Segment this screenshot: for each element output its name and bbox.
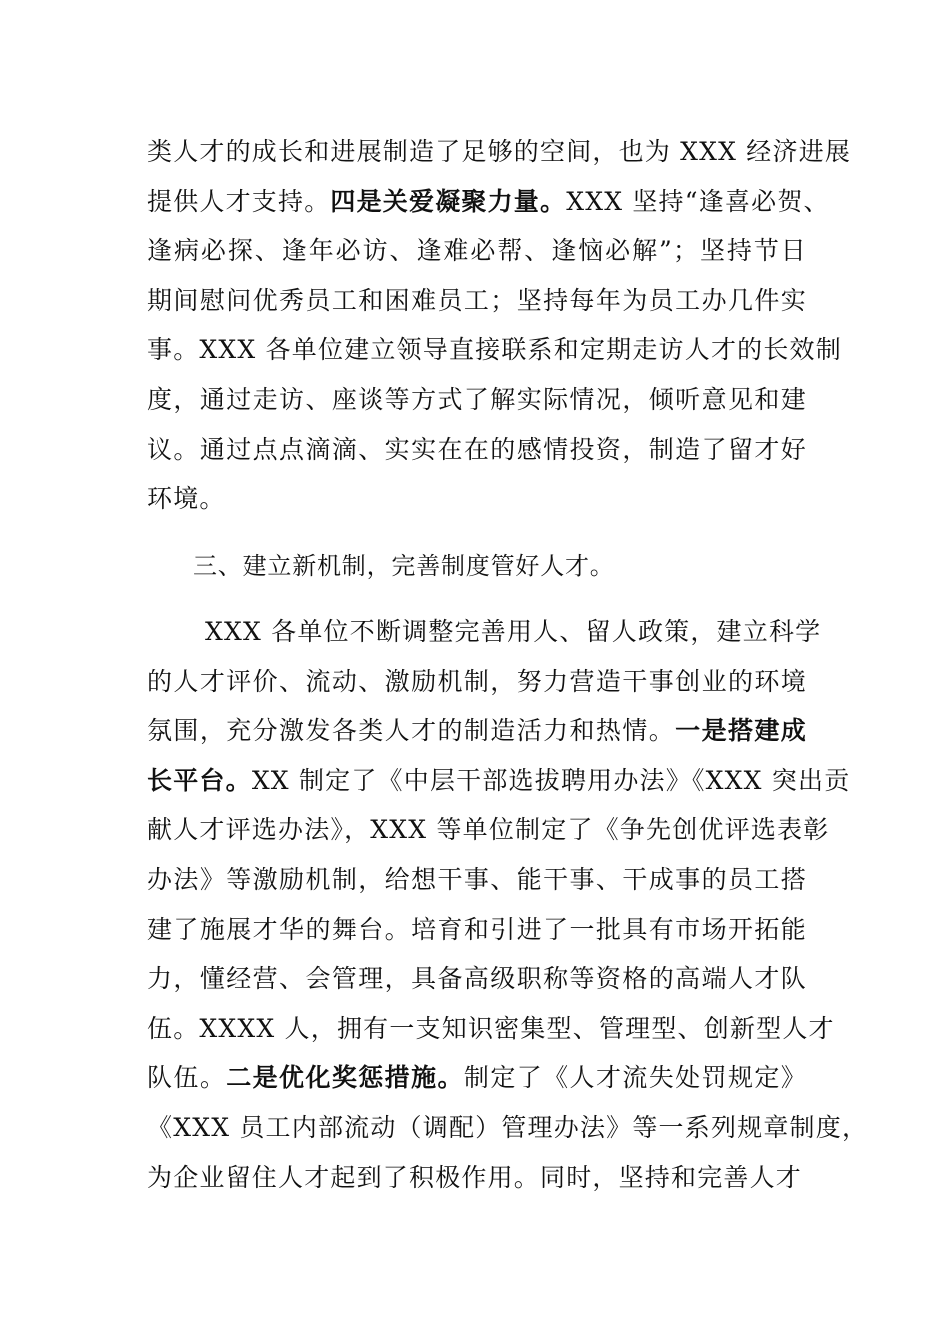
text-line [147,1110,869,1146]
bold-run: 一是搭建成 [675,716,807,746]
text-run: 度，通过走访、座谈等方式了解实际情况，倾听意见和建 [147,385,807,414]
text-run: XXX 坚持“逢喜必贺、 [566,186,830,216]
section-heading: 三、建立新机制，完善制度管好人才。 [193,552,615,580]
text-run: 期间慰问优秀员工和困难员工；坚持每年为员工办几件实 [147,285,807,315]
text-line [147,233,807,269]
text-line [147,862,807,898]
text-line [147,184,830,220]
text-run: 献人才评选办法》，XXX 等单位制定了《争先创优评选表彰 [147,815,830,845]
text-line [147,481,226,517]
bold-run: 四是关爱凝聚力量。 [330,186,567,216]
text-run: 逢病必探、逢年必访、逢难必帮、逢恼必解”；坚持节日 [147,236,807,266]
bold-run: 二是优化奖惩措施。 [226,1063,464,1093]
text-run: 为企业留住人才起到了积极作用。同时，坚持和完善人才 [147,1162,803,1192]
text-line [147,664,807,700]
text-line [147,1060,807,1096]
bold-run: 长平台。 [147,765,252,795]
text-line [147,432,807,468]
text-line [147,382,807,418]
text-line [147,134,852,170]
text-run: 制定了《人才流失处罚规定》 [463,1063,807,1093]
text-line [147,912,807,948]
text-run: 《XXX 员工内部流动（调配）管理办法》等一系列规章制度， [147,1113,869,1142]
text-line [147,961,807,997]
text-run: 氛围，充分激发各类人才的制造活力和热情。 [147,716,676,746]
text-run: XX 制定了《中层干部选拔聘用办法》《XXX 突出贡 [251,765,851,795]
text-run: 办法》等激励机制，给想干事、能干事、干成事的员工搭 [147,865,807,894]
text-run: 力，懂经营、会管理，具备高级职称等资格的高端人才队 [147,964,807,994]
text-line [147,1011,835,1047]
text-run: 类人才的成长和进展制造了足够的空间，也为 XXX 经济进展 [147,137,852,166]
text-run: XXX 各单位不断调整完善用人、留人政策，建立科学 [205,617,822,646]
text-line [205,614,822,650]
text-line [147,713,807,749]
text-run: 建了施展才华的舞台。培育和引进了一批具有市场开拓能 [147,914,807,944]
text-run: 队伍。 [147,1063,227,1093]
text-run: 伍。XXXX 人，拥有一支知识密集型、管理型、创新型人才 [147,1013,835,1043]
text-run: 提供人才支持。 [147,186,331,216]
text-run: 事。XXX 各单位建立领导直接联系和定期走访人才的长效制 [147,335,842,365]
text-line [147,1160,802,1196]
text-run: 的人才评价、流动、激励机制，努力营造干事创业的环境 [147,666,807,696]
text-line [147,763,851,799]
text-line [147,332,842,368]
text-run: 议。通过点点滴滴、实实在在的感情投资，制造了留才好 [147,434,807,464]
text-run: 环境。 [147,484,226,514]
text-line [147,812,830,848]
text-line [147,283,807,319]
